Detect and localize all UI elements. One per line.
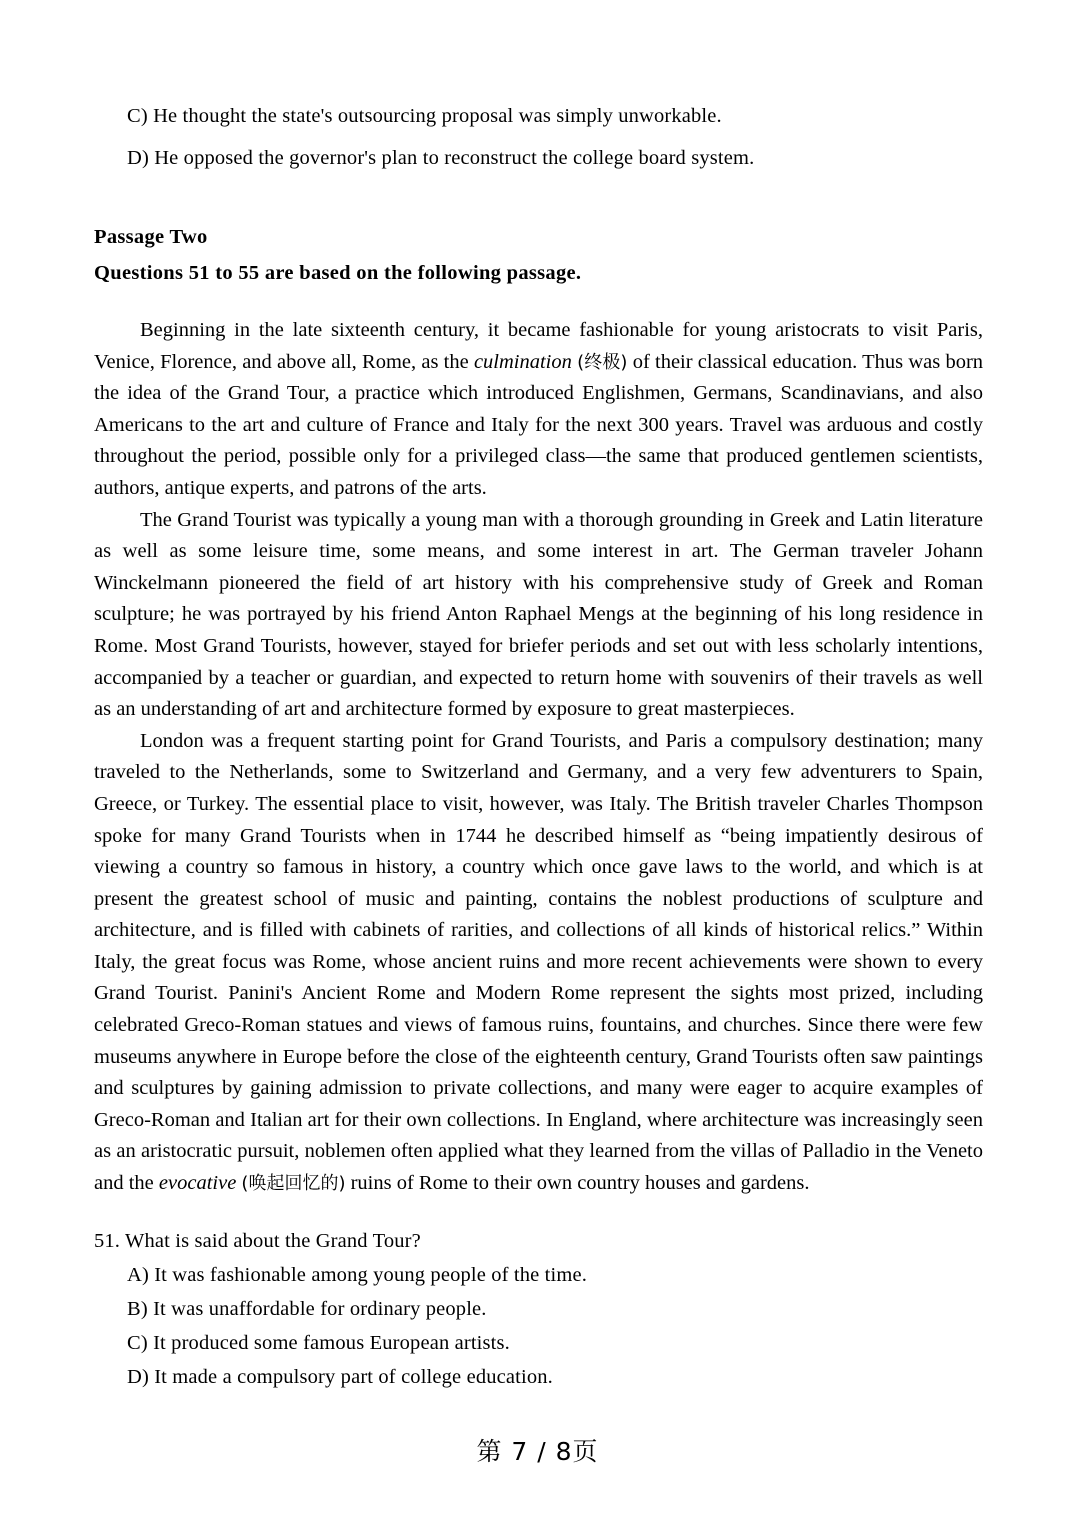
- question-51-option-a[interactable]: A) It was fashionable among young people of the time.: [127, 1263, 587, 1286]
- glossed-term-culmination: culmination: [473, 350, 572, 373]
- question-51-option-c[interactable]: C) It produced some famous European artists.: [127, 1331, 510, 1354]
- passage-paragraph-1: [94, 315, 983, 505]
- paragraph-1-part-a: Beginning in the late sixteenth century, it became fashionable for young aristocrats to visit Paris, Venice, Florence, and above all, Rome, as the: [94, 319, 983, 373]
- option-c-previous: C) He thought the state's outsourcing proposal was simply unworkable.: [127, 105, 722, 127]
- paragraph-1-part-b: of their classical education. Thus was born the idea of the Grand Tour, a practice which introduced Englishmen, Germans, Scandinavians, and also Americans to the art and culture of France and Italy for the next 300 years. Travel was arduous and costly throughout the period, possible only for a privileged class—the same that produced gentlemen scientists, authors, antique experts, and patrons of the arts.: [94, 350, 984, 499]
- passage-paragraph-3: [94, 726, 983, 1200]
- question-51-option-d[interactable]: D) It made a compulsory part of college education.: [127, 1365, 553, 1388]
- paragraph-3-part-a: London was a frequent starting point for Grand Tourists, and Paris a compulsory destination; many traveled to the Netherlands, some to Switzerland and Germany, and a very few adventurers to Spain, Greece, or Turkey. The essential place to visit, however, was Italy. The British traveler Charles Thompson spoke for many Grand Tourists when in 1744 he described himself as “being impatiently desirous of viewing a country so famous in history, a country which once gave laws to the world, and which is at present the greatest school of music and painting, contains the noblest productions of sculpture and architecture, and is filled with cabinets of rarities, and collections of all kinds of historical relics.” Within Italy, the great focus was Rome, whose ancient ruins and more recent achievements were shown to every Grand Tourist. Panini's Ancient Rome and Modern Rome represent the sights most prized, including celebrated Greco-Roman statues and views of famous ruins, fountains, and churches. Since there were few museums anywhere in Europe before the close of the eighteenth century, Grand Tourists often saw paintings and sculptures by gaining admission to private collections, and many were eager to acquire examples of Greco-Roman and Italian art for their own collections. In England, where architecture was increasingly seen as an aristocratic pursuit, noblemen often applied what they learned from the villas of Palladio in the Veneto and the: [94, 729, 983, 1195]
- page-content: [94, 0, 983, 1394]
- page-footer: 第 7 / 8页: [476, 1437, 599, 1466]
- question-51-option-b[interactable]: B) It was unaffordable for ordinary people.: [127, 1297, 487, 1320]
- gloss-evocative: (唤起回忆的): [241, 1173, 346, 1195]
- carry-over-options: [94, 0, 983, 179]
- gloss-culmination: (终极): [577, 351, 628, 373]
- paragraph-3-part-b: ruins of Rome to their own country houses and gardens.: [345, 1172, 810, 1195]
- option-d-previous: D) He opposed the governor's plan to reconstruct the college board system.: [127, 147, 755, 169]
- passage-paragraph-2: The Grand Tourist was typically a young man with a thorough grounding in Greek and Latin literature as well as some leisure time, some means, and some interest in art. The German traveler Johann Winckelmann pioneered the field of art history with his comprehensive study of Greek and Roman sculpture; he was portrayed by his friend Anton Raphael Mengs at the beginning of his long residence in Rome. Most Grand Tourists, however, stayed for briefer periods and set out with less scholarly intentions, accompanied by a teacher or guardian, and expected to return home with souvenirs of their travels as well as an understanding of art and architecture formed by exposure to great masterpieces.: [94, 508, 983, 721]
- passage-body: [94, 315, 983, 1200]
- glossed-term-evocative: evocative: [158, 1172, 237, 1195]
- passage-instruction: Questions 51 to 55 are based on the following passage.: [94, 262, 582, 284]
- passage-title: Passage Two: [94, 226, 208, 248]
- question-51-stem: 51. What is said about the Grand Tour?: [94, 1229, 421, 1252]
- question-51-block: [94, 1224, 983, 1394]
- passage-heading-block: [94, 219, 983, 291]
